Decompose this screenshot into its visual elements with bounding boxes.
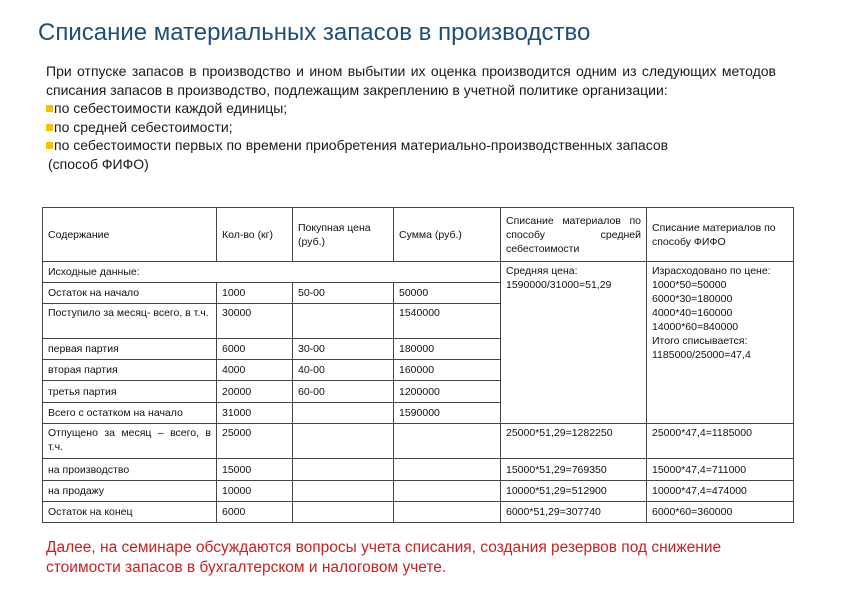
fifo-note: Израсходовано по цене: 1000*50=50000 6000*30=180000 4000*40=160000 14000*60=840000 Итого списывается: 1185000/25000=47,4 <box>647 262 794 424</box>
source-label: Исходные данные: <box>43 262 501 283</box>
header-fifo: Списание материалов по способу ФИФО <box>647 208 794 262</box>
bullet-item: по себестоимости каждой единицы; <box>46 99 776 118</box>
table-row: Остаток на начало 1000 50-00 50000 <box>43 283 794 304</box>
table-row: вторая партия 4000 40-00 160000 <box>43 360 794 381</box>
table-row: третья партия 20000 60-00 1200000 <box>43 381 794 403</box>
intro-paragraph: При отпуске запасов в производство и ином выбытии их оценка производится одним из следующих методов списания запасов в производство, подлежащим закреплению в учетной политике организации: <box>46 63 776 98</box>
header-avg: Списание материалов по способу средней себестоимости <box>501 208 647 262</box>
square-bullet-icon <box>46 105 53 112</box>
table-row: Поступило за месяц- всего, в т.ч. 30000 1540000 <box>43 304 794 339</box>
page-title: Списание материальных запасов в производство <box>38 19 591 46</box>
square-bullet-icon <box>46 142 53 149</box>
table-header-row <box>43 208 794 262</box>
table-row <box>43 262 794 283</box>
header-sum: Сумма (руб.) <box>394 208 501 262</box>
writeoff-table <box>42 207 794 523</box>
table-row: на производство 15000 15000*51,29=769350 15000*47,4=711000 <box>43 459 794 481</box>
bullet-continuation: (способ ФИФО) <box>48 155 149 172</box>
square-bullet-icon <box>46 124 53 131</box>
table-row: Остаток на конец 6000 6000*51,29=307740 6000*60=360000 <box>43 502 794 523</box>
table-row: Всего с остатком на начало 31000 1590000 <box>43 403 794 424</box>
table-row: первая партия 6000 30-00 180000 <box>43 339 794 360</box>
table-row: Отпущено за месяц – всего, в т.ч. 25000 25000*51,29=1282250 25000*47,4=1185000 <box>43 424 794 459</box>
header-qty: Кол-во (кг) <box>217 208 293 262</box>
bullet-item: по себестоимости первых по времени приобретения материально-производственных запасов <box>46 136 776 155</box>
footer-note: Далее, на семинаре обсуждаются вопросы учета списания, создания резервов под снижение стоимости запасов в бухгалтерском и налоговом учете. <box>46 539 722 576</box>
avg-price-note: Средняя цена: 1590000/31000=51,29 <box>501 262 647 424</box>
bullet-item: по средней себестоимости; <box>46 118 776 137</box>
table-row: на продажу 10000 10000*51,29=512900 10000*47,4=474000 <box>43 481 794 502</box>
intro-text <box>46 62 776 173</box>
header-price: Покупная цена (руб.) <box>293 208 394 262</box>
header-content: Содержание <box>43 208 217 262</box>
